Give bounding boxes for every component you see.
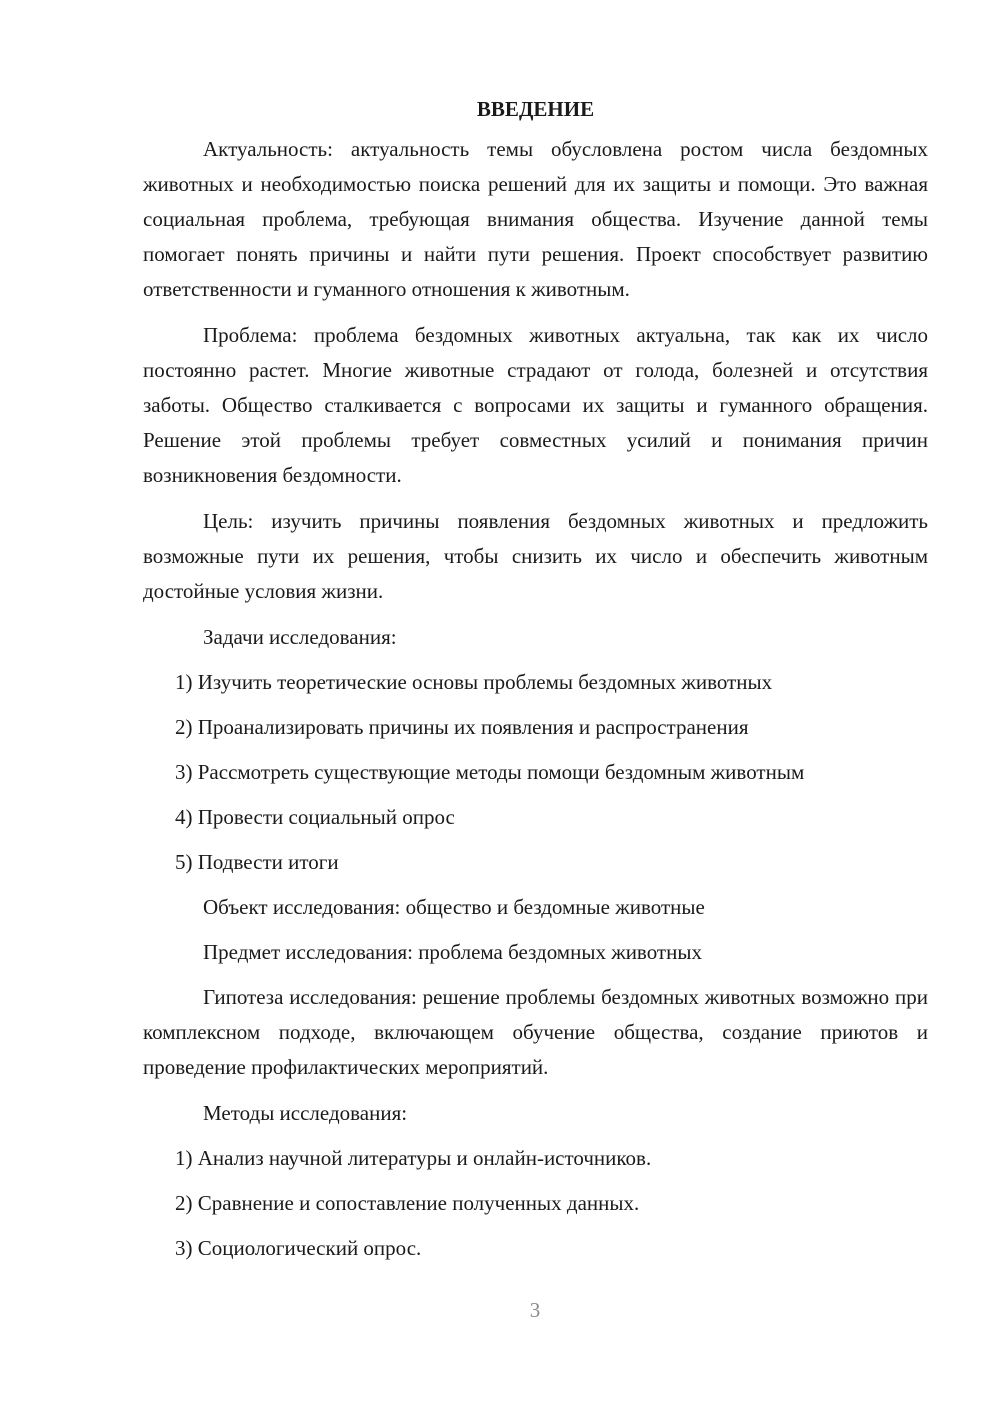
methods-title: Методы исследования: bbox=[203, 1101, 408, 1125]
object-line: Объект исследования: общество и бездомные животные bbox=[203, 895, 705, 919]
list-item: 3) Рассмотреть существующие методы помощи бездомным животным bbox=[175, 760, 805, 784]
list-item: 2) Проанализировать причины их появления и распространения bbox=[175, 715, 749, 739]
list-item: 4) Провести социальный опрос bbox=[175, 805, 455, 829]
hypothesis-paragraph: Гипотеза исследования: решение проблемы бездомных животных возможно при комплексном подходе, включающем обучение общества, создание приютов и проведение профилактических мероприятий. bbox=[143, 985, 928, 1079]
page-number: 3 bbox=[529, 1298, 541, 1322]
list-item: 2) Сравнение и сопоставление полученных данных. bbox=[175, 1191, 640, 1215]
list-item: 1) Анализ научной литературы и онлайн-источников. bbox=[175, 1146, 652, 1170]
tasks-title: Задачи исследования: bbox=[203, 625, 397, 649]
methods-list bbox=[143, 1141, 928, 1266]
list-item: 3) Социологический опрос. bbox=[175, 1236, 422, 1260]
list-item: 5) Подвести итоги bbox=[175, 850, 339, 874]
problem-paragraph: Проблема: проблема бездомных животных актуальна, так как их число постоянно растет. Многие животные страдают от голода, болезней и отсутствия заботы. Общество сталкивается с вопросами их защиты и гуманного обращения. Решение этой проблемы требует совместных усилий и понимания причин возникновения бездомности. bbox=[143, 323, 928, 487]
subject-line: Предмет исследования: проблема бездомных животных bbox=[203, 940, 702, 964]
relevance-paragraph: Актуальность: актуальность темы обусловлена ростом числа бездомных животных и необходимостью поиска решений для их защиты и помощи. Это важная социальная проблема, требующая внимания общества. Изучение данной темы помогает понять причины и найти пути решения. Проект способствует развитию ответственности и гуманного отношения к животным. bbox=[143, 137, 928, 301]
document-page bbox=[143, 92, 928, 1276]
goal-paragraph: Цель: изучить причины появления бездомных животных и предложить возможные пути их решения, чтобы снизить их число и обеспечить животным достойные условия жизни. bbox=[143, 509, 928, 603]
tasks-list bbox=[143, 665, 928, 880]
list-item: 1) Изучить теоретические основы проблемы бездомных животных bbox=[175, 670, 773, 694]
section-heading: ВВЕДЕНИЕ bbox=[476, 97, 595, 121]
